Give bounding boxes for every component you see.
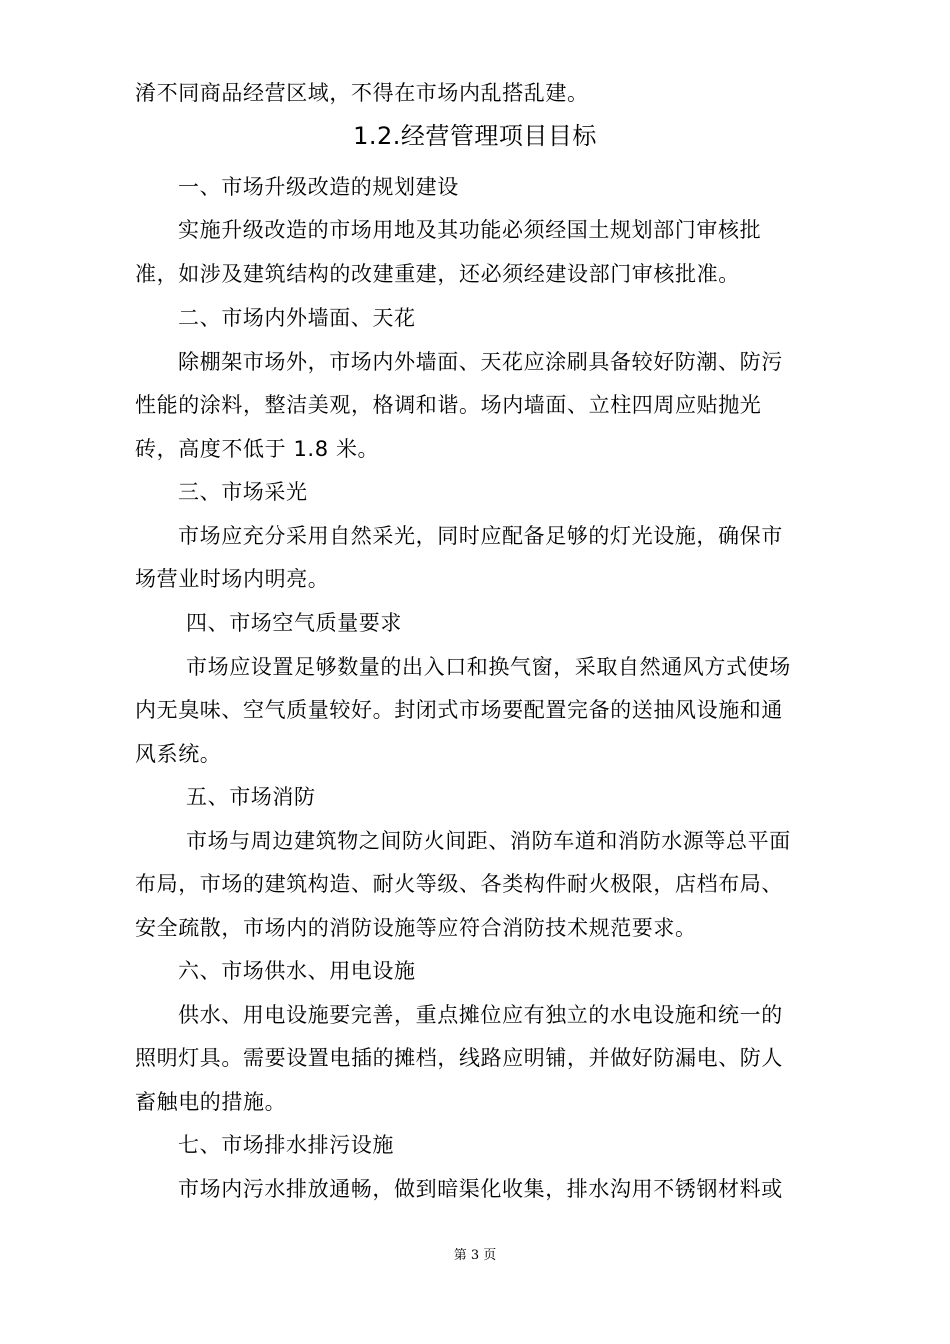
text-line: 除棚架市场外，市场内外墙面、天花应涂刷具备较好防潮、防污 (178, 350, 783, 374)
text-line: 照明灯具。需要设置电插的摊档，线路应明铺，并做好防漏电、防人 (135, 1046, 783, 1070)
page-number: 第 3 页 (453, 1248, 497, 1263)
heading-3: 三、市场采光 (178, 480, 308, 504)
text-line: 砖，高度不低于 1.8 米。 (135, 437, 380, 461)
section-title: 1.2.经营管理项目目标 (353, 122, 597, 150)
text-line: 供水、用电设施要完善，重点摊位应有独立的水电设施和统一的 (178, 1003, 783, 1027)
heading-4: 四、市场空气质量要求 (186, 611, 402, 635)
text-line: 市场应设置足够数量的出入口和换气窗，采取自然通风方式使场 (186, 655, 791, 679)
heading-1: 一、市场升级改造的规划建设 (178, 175, 459, 199)
text-line: 安全疏散，市场内的消防设施等应符合消防技术规范要求。 (135, 916, 697, 940)
text-line: 实施升级改造的市场用地及其功能必须经国土规划部门审核批 (178, 218, 762, 242)
text-line: 畜触电的措施。 (135, 1090, 287, 1114)
text-line: 布局，市场的建筑构造、耐火等级、各类构件耐火极限，店档布局、 (135, 872, 783, 896)
text-line: 市场内污水排放通畅，做到暗渠化收集，排水沟用不锈钢材料或 (178, 1177, 783, 1201)
text-line: 场营业时场内明亮。 (135, 567, 330, 591)
heading-6: 六、市场供水、用电设施 (178, 959, 416, 983)
heading-7: 七、市场排水排污设施 (178, 1133, 394, 1157)
text-line: 性能的涂料，整洁美观，格调和谐。场内墙面、立柱四周应贴抛光 (135, 393, 762, 417)
heading-5: 五、市场消防 (186, 785, 316, 809)
text-line: 准，如涉及建筑结构的改建重建，还必须经建设部门审核批准。 (135, 262, 740, 286)
text-line: 风系统。 (135, 742, 222, 766)
heading-2: 二、市场内外墙面、天花 (178, 306, 416, 330)
text-line: 淆不同商品经营区域，不得在市场内乱搭乱建。 (135, 81, 589, 105)
text-line: 市场与周边建筑物之间防火间距、消防车道和消防水源等总平面 (186, 829, 791, 853)
text-line: 市场应充分采用自然采光，同时应配备足够的灯光设施，确保市 (178, 524, 783, 548)
text-line: 内无臭味、空气质量较好。封闭式市场要配置完备的送抽风设施和通 (135, 698, 783, 722)
